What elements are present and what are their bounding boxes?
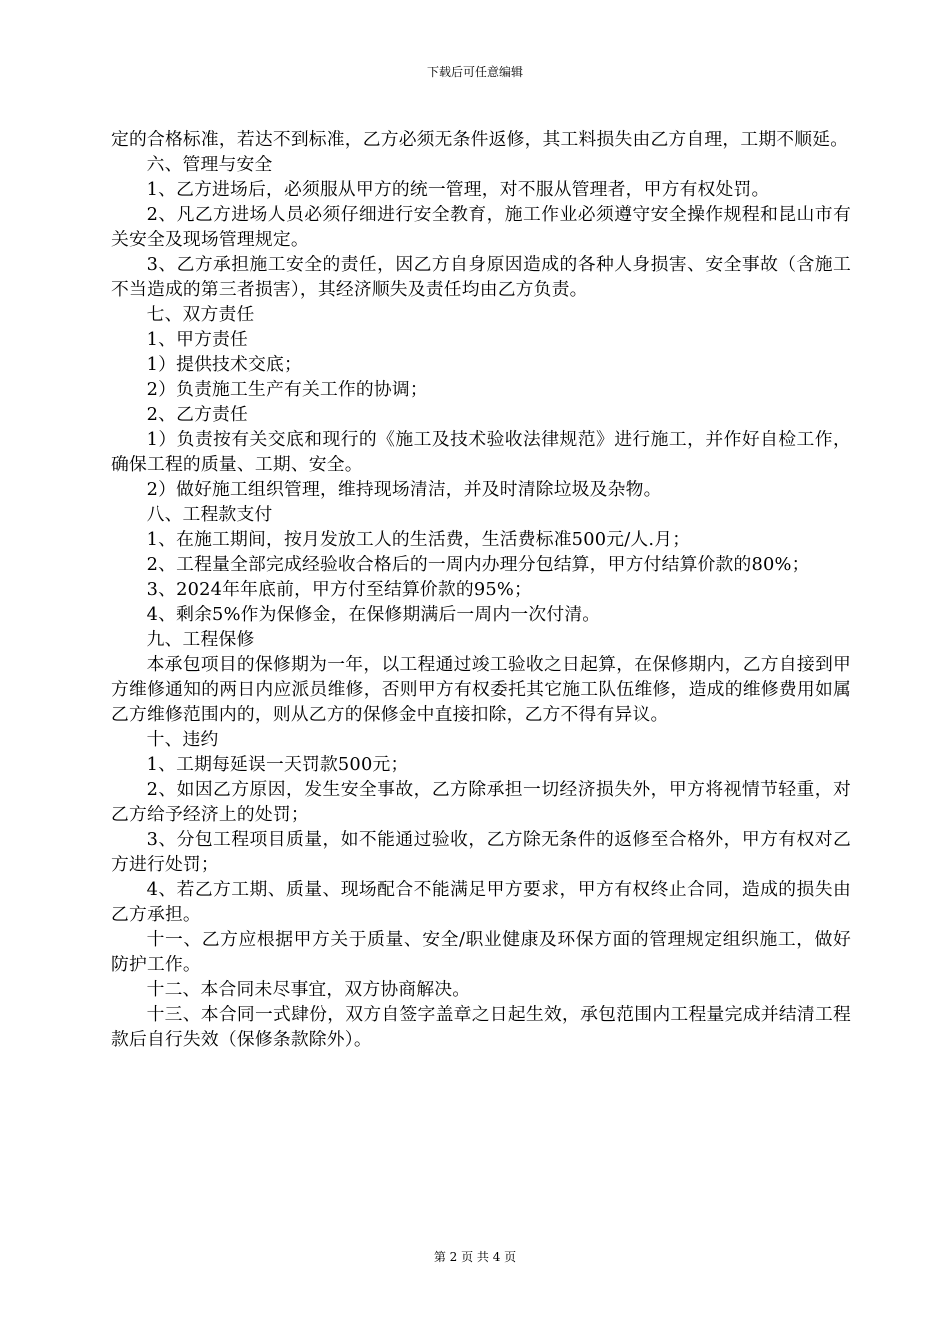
paragraph: 本承包项目的保修期为一年，以工程通过竣工验收之日起算，在保修期内，乙方自接到甲方维修通知的两日内应派员维修，否则甲方有权委托其它施工队伍维修，造成的维修费用如属乙方维修范围内的，则从乙方的保修金中直接扣除，乙方不得有异议。 [111,654,851,725]
paragraph: 2、如因乙方原因，发生安全事故，乙方除承担一切经济损失外，甲方将视情节轻重，对乙方给予经济上的处罚； [111,779,851,825]
paragraph: 1）负责按有关交底和现行的《施工及技术验收法律规范》进行施工，并作好自检工作，确保工程的质量、工期、安全。 [111,429,851,475]
paragraph: 十三、本合同一式肆份，双方自签字盖章之日起生效，承包范围内工程量完成并结清工程款后自行失效（保修条款除外）。 [111,1004,851,1050]
paragraph: 2、凡乙方进场人员必须仔细进行安全教育，施工作业必须遵守安全操作规程和昆山市有关安全及现场管理规定。 [111,204,851,250]
paragraph: 4、剩余5%作为保修金，在保修期满后一周内一次付清。 [146,604,601,625]
paragraph: 九、工程保修 [146,629,255,650]
paragraph: 1、工期每延误一天罚款500元； [146,754,409,775]
paragraph: 1、乙方进场后，必须服从甲方的统一管理，对不服从管理者，甲方有权处罚。 [146,179,770,200]
paragraph: 六、管理与安全 [146,154,273,175]
paragraph: 1）提供技术交底； [146,354,302,375]
paragraph: 3、乙方承担施工安全的责任，因乙方自身原因造成的各种人身损害、安全事故（含施工不当造成的第三者损害），其经济顺失及责任均由乙方负责。 [111,254,851,300]
paragraph: 定的合格标准，若达不到标准，乙方必须无条件返修，其工料损失由乙方自理，工期不顺延。 [111,129,849,150]
paragraph: 3、分包工程项目质量，如不能通过验收，乙方除无条件的返修至合格外，甲方有权对乙方进行处罚； [111,829,851,875]
paragraph: 1、在施工期间，按月发放工人的生活费，生活费标准500元/人.月； [146,529,691,550]
paragraph: 2）做好施工组织管理，维持现场清洁，并及时清除垃圾及杂物。 [146,479,662,500]
page-footer: 第 2 页 共 4 页 [433,1250,517,1264]
paragraph: 十二、本合同未尽事宜，双方协商解决。 [146,979,471,1000]
paragraph: 八、工程款支付 [146,504,273,525]
paragraph: 2、乙方责任 [146,404,249,425]
paragraph: 3、2024年年底前，甲方付至结算价款的95%； [146,579,532,600]
paragraph: 七、双方责任 [146,304,255,325]
document-body [111,127,851,1052]
paragraph: 2、工程量全部完成经验收合格后的一周内办理分包结算，甲方付结算价款的80%； [146,554,810,575]
page-header: 下载后可任意编辑 [426,65,523,79]
paragraph: 1、甲方责任 [146,329,249,350]
paragraph: 十一、乙方应根据甲方关于质量、安全/职业健康及环保方面的管理规定组织施工，做好防护工作。 [111,929,851,975]
paragraph: 4、若乙方工期、质量、现场配合不能满足甲方要求，甲方有权终止合同，造成的损失由乙方承担。 [111,879,851,925]
paragraph: 十、违约 [146,729,219,750]
paragraph: 2）负责施工生产有关工作的协调； [146,379,428,400]
